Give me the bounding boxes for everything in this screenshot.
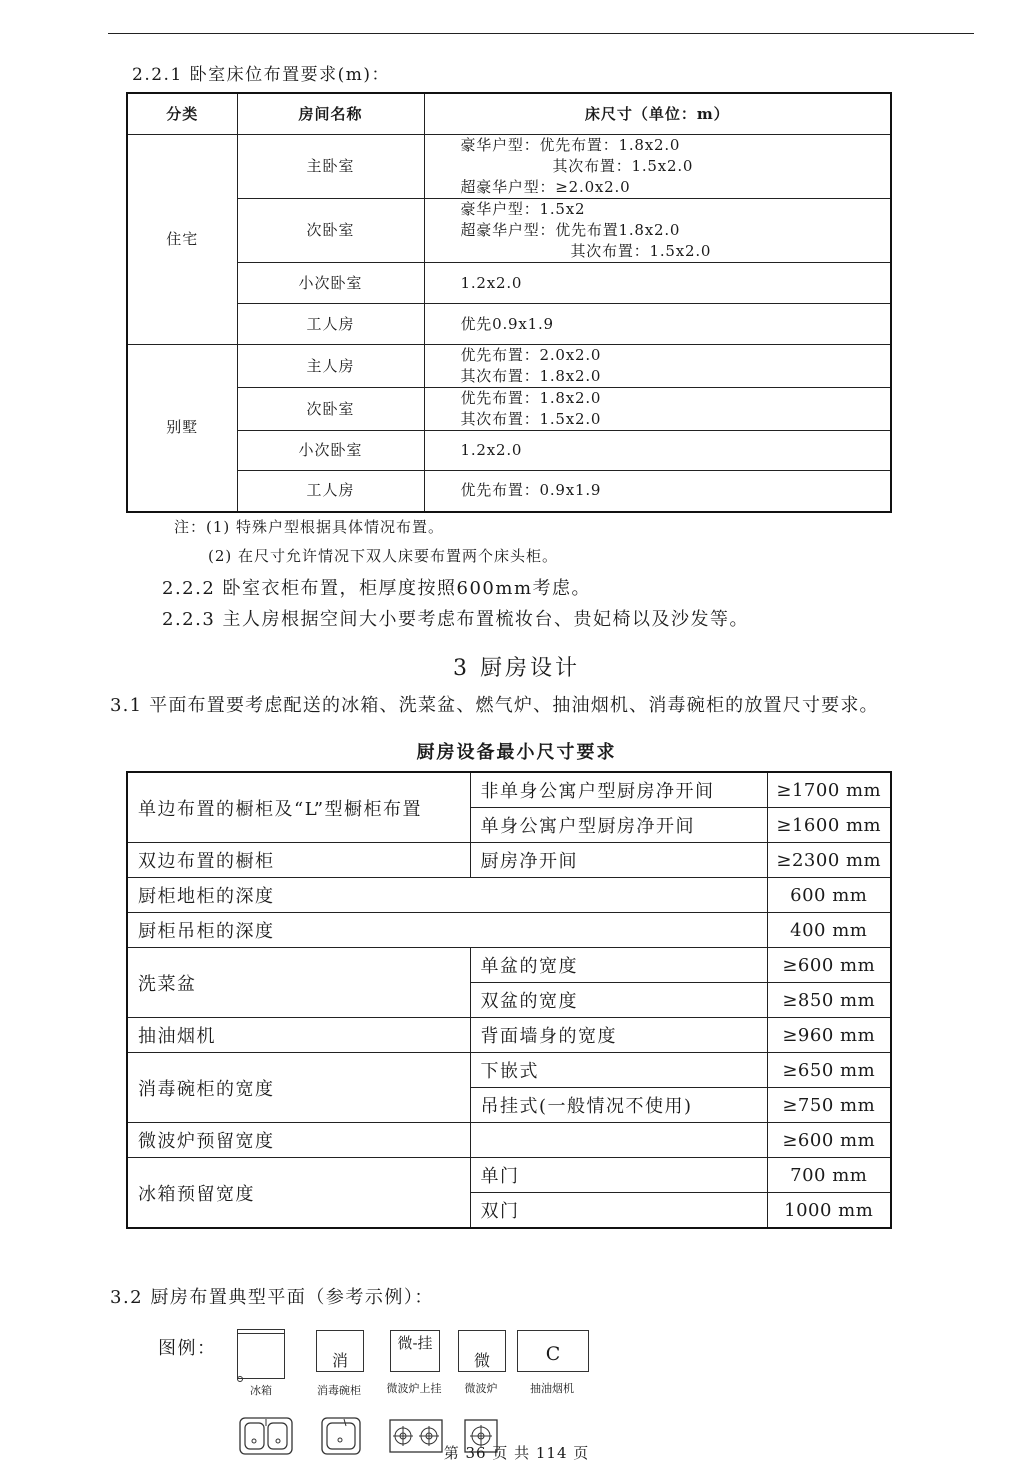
note-2: (2) 在尺寸允许情况下双人床要布置两个床头柜。 <box>208 547 559 565</box>
room-name: 小次卧室 <box>237 431 424 471</box>
fridge-icon <box>237 1329 285 1379</box>
bed-size: 1.2x2.0 <box>424 431 891 471</box>
table-row <box>127 199 891 263</box>
table-row <box>127 304 891 345</box>
bed-size: 1.2x2.0 <box>424 263 891 304</box>
microwave-hanging-label: 微波炉上挂 <box>386 1382 442 1395</box>
section-2-2-1: 2.2.1 卧室床位布置要求(m)： <box>132 65 391 85</box>
item: 双边布置的橱柜 <box>127 843 470 878</box>
section-2-2-2: 2.2.2 卧室衣柜布置，柜厚度按照600mm考虑。 <box>162 578 592 599</box>
note-1: 注：(1) 特殊户型根据具体情况布置。 <box>174 518 445 536</box>
disinfect-cabinet-icon: 消 <box>316 1330 364 1372</box>
table-row <box>127 913 891 948</box>
table-row <box>127 1158 891 1193</box>
item: 消毒碗柜的宽度 <box>127 1053 470 1123</box>
item: 单边布置的橱柜及“L”型橱柜布置 <box>127 772 470 843</box>
value: ≥1700 mm <box>767 772 891 808</box>
sub-item: 双盆的宽度 <box>470 983 767 1018</box>
table-row <box>127 471 891 512</box>
header-category: 分类 <box>127 93 237 135</box>
table-row <box>127 843 891 878</box>
sub-item: 单身公寓户型厨房净开间 <box>470 808 767 843</box>
microwave-icon: 微 <box>458 1330 506 1372</box>
table-row <box>127 1018 891 1053</box>
value: ≥2300 mm <box>767 843 891 878</box>
disinfect-cabinet-label: 消毒碗柜 <box>317 1384 361 1397</box>
sub-item: 非单身公寓户型厨房净开间 <box>470 772 767 808</box>
value: 700 mm <box>767 1158 891 1193</box>
table-row <box>127 135 891 199</box>
bed-size: 优先布置：2.0x2.0 其次布置：1.8x2.0 <box>424 345 891 388</box>
section-3-2: 3.2 厨房布置典型平面（参考示例）： <box>110 1287 434 1308</box>
value: ≥750 mm <box>767 1088 891 1123</box>
value: ≥850 mm <box>767 983 891 1018</box>
legend-label: 图例： <box>158 1338 217 1359</box>
fridge-label: 冰箱 <box>250 1384 272 1397</box>
table-row <box>127 263 891 304</box>
header-rule <box>108 33 974 34</box>
value: ≥960 mm <box>767 1018 891 1053</box>
item: 厨柜吊柜的深度 <box>127 913 767 948</box>
table-row <box>127 948 891 983</box>
section-3-1: 3.1 平面布置要考虑配送的冰箱、洗菜盆、燃气炉、抽油烟机、消毒碗柜的放置尺寸要求。 <box>110 695 879 716</box>
sub-item <box>470 1123 767 1158</box>
category-residential: 住宅 <box>127 135 237 345</box>
section-2-2-3: 2.2.3 主人房根据空间大小要考虑布置梳妆台、贵妃椅以及沙发等。 <box>162 609 750 630</box>
table-row <box>127 388 891 431</box>
item: 微波炉预留宽度 <box>127 1123 470 1158</box>
page-footer: 第 36 页 共 114 页 <box>443 1444 590 1462</box>
value: ≥600 mm <box>767 1123 891 1158</box>
category-villa: 别墅 <box>127 345 237 512</box>
header-room: 房间名称 <box>237 93 424 135</box>
item: 洗菜盆 <box>127 948 470 1018</box>
value: ≥600 mm <box>767 948 891 983</box>
value: 600 mm <box>767 878 891 913</box>
room-name: 工人房 <box>237 304 424 345</box>
sub-item: 厨房净开间 <box>470 843 767 878</box>
value: ≥650 mm <box>767 1053 891 1088</box>
bed-size-table <box>126 92 892 513</box>
kitchen-table-title: 厨房设备最小尺寸要求 <box>416 742 617 763</box>
table-row <box>127 1053 891 1088</box>
item: 厨柜地柜的深度 <box>127 878 767 913</box>
room-name: 主卧室 <box>237 135 424 199</box>
table-row <box>127 772 891 808</box>
sub-item: 单门 <box>470 1158 767 1193</box>
bed-size: 优先布置：1.8x2.0 其次布置：1.5x2.0 <box>424 388 891 431</box>
microwave-label: 微波炉 <box>464 1382 498 1395</box>
sub-item: 吊挂式(一般情况不使用) <box>470 1088 767 1123</box>
microwave-hanging-icon: 微-挂 <box>390 1330 440 1372</box>
table-row <box>127 345 891 388</box>
bed-size: 优先布置：0.9x1.9 <box>424 471 891 512</box>
range-hood-label: 抽油烟机 <box>530 1382 574 1395</box>
table-row <box>127 431 891 471</box>
range-hood-icon: C <box>517 1330 589 1372</box>
sub-item: 双门 <box>470 1193 767 1229</box>
header-bed-size: 床尺寸（单位：m） <box>424 93 891 135</box>
item: 抽油烟机 <box>127 1018 470 1053</box>
room-name: 主人房 <box>237 345 424 388</box>
value: 1000 mm <box>767 1193 891 1229</box>
table-row <box>127 1123 891 1158</box>
value: 400 mm <box>767 913 891 948</box>
sub-item: 下嵌式 <box>470 1053 767 1088</box>
room-name: 工人房 <box>237 471 424 512</box>
chapter-title: 3 厨房设计 <box>453 656 580 681</box>
room-name: 次卧室 <box>237 199 424 263</box>
value: ≥1600 mm <box>767 808 891 843</box>
room-name: 小次卧室 <box>237 263 424 304</box>
room-name: 次卧室 <box>237 388 424 431</box>
item: 冰箱预留宽度 <box>127 1158 470 1229</box>
table-header-row <box>127 93 891 135</box>
bed-size: 豪华户型：优先布置：1.8x2.0 其次布置：1.5x2.0 超豪华户型：≥2.0x2.0 <box>424 135 891 199</box>
bed-size: 豪华户型：1.5x2 超豪华户型：优先布置1.8x2.0 其次布置：1.5x2.0 <box>424 199 891 263</box>
sub-item: 背面墙身的宽度 <box>470 1018 767 1053</box>
sub-item: 单盆的宽度 <box>470 948 767 983</box>
bed-size: 优先0.9x1.9 <box>424 304 891 345</box>
kitchen-equipment-table <box>126 771 892 1229</box>
table-row <box>127 878 891 913</box>
